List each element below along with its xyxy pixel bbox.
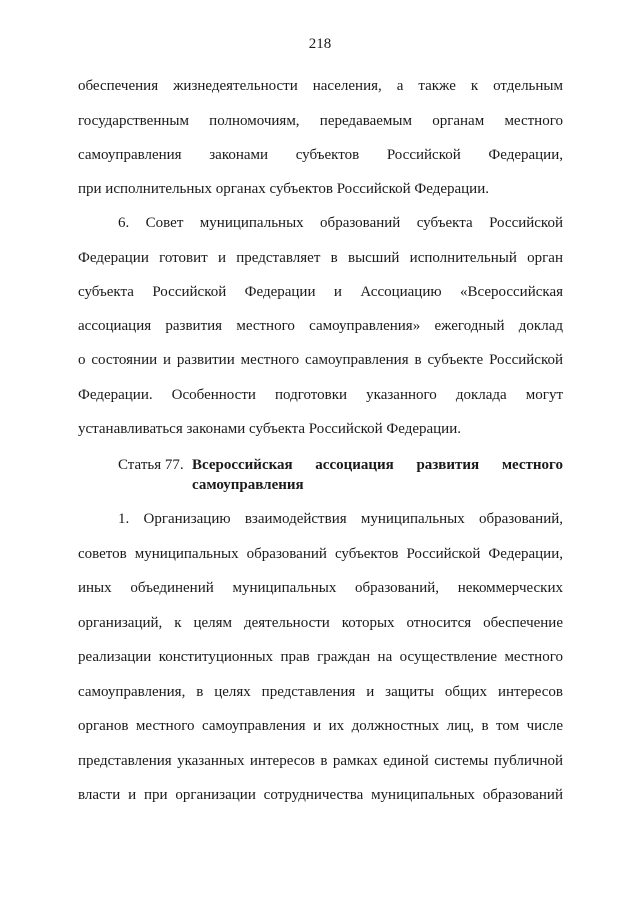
text-line: представления указанных интересов в рамках единой системы публичной [78,753,563,769]
text-line: реализации конституционных прав граждан на осуществление местного [78,649,563,665]
text-line: субъекта Российской Федерации и Ассоциацию «Всероссийская [78,284,563,300]
text-line: 1. Организацию взаимодействия муниципальных образований, [118,511,563,527]
text-line: ассоциация развития местного самоуправления» ежегодный доклад [78,318,563,334]
article-title-line2: самоуправления [192,477,304,493]
text-line: при исполнительных органах субъектов Российской Федерации. [78,181,489,197]
article-label: Статья 77. [118,457,184,473]
text-line: власти и при организации сотрудничества муниципальных образований [78,787,563,803]
text-line: о состоянии и развитии местного самоуправления в субъекте Российской [78,352,563,368]
text-line: 6. Совет муниципальных образований субъекта Российской [118,215,563,231]
text-line: государственным полномочиям, передаваемым органам местного [78,113,563,129]
text-line: организаций, к целям деятельности которых относится обеспечение [78,615,563,631]
text-line: устанавливаться законами субъекта Российской Федерации. [78,421,461,437]
text-line: самоуправления, в целях представления и защиты общих интересов [78,684,563,700]
text-line: обеспечения жизнедеятельности населения, а также к отдельным [78,78,563,94]
text-line: Федерации готовит и представляет в высший исполнительный орган [78,250,563,266]
text-line: Федерации. Особенности подготовки указанного доклада могут [78,387,563,403]
page-number: 218 [308,36,332,52]
text-line: самоуправления законами субъектов Российской Федерации, [78,147,563,163]
article-title-line1: Всероссийская ассоциация развития местного [192,457,563,473]
article-heading [118,455,563,495]
text-line: советов муниципальных образований субъектов Российской Федерации, [78,546,563,562]
text-line: иных объединений муниципальных образований, некоммерческих [78,580,563,596]
text-line: органов местного самоуправления и их должностных лиц, в том числе [78,718,563,734]
